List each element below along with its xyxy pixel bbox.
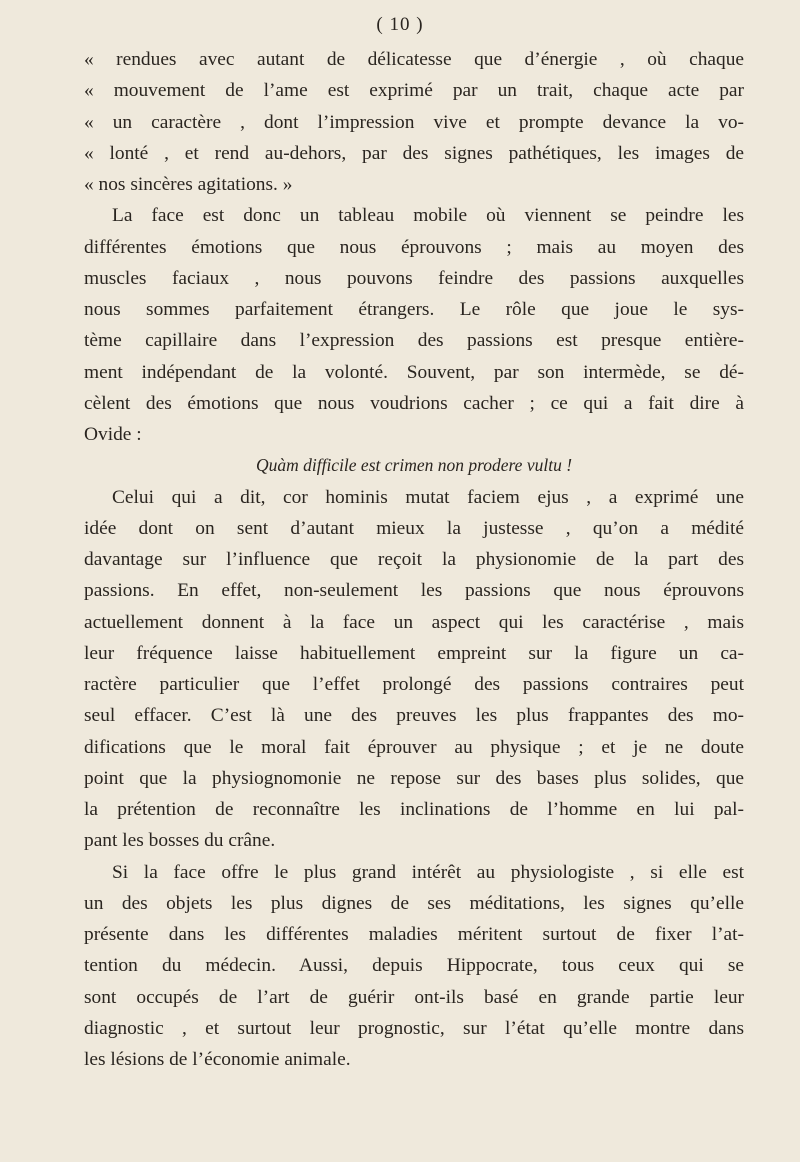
page-number: ( 10 ) [376, 14, 424, 35]
verse-quotation: Quàm difficile est crimen non prodere vultu ! [255, 455, 573, 476]
text-line: ractère particulier que l’effet prolongé des passions contraires peut [84, 674, 744, 695]
text-line: les lésions de l’économie animale. [84, 1049, 351, 1070]
text-line: Si la face offre le plus grand intérêt au physiologiste , si elle est [112, 861, 744, 883]
text-line: Celui qui a dit, cor hominis mutat faciem ejus , a exprimé une [112, 486, 744, 508]
text-line: tème capillaire dans l’expression des passions est presque entière- [84, 330, 744, 352]
text-line: « mouvement de l’ame est exprimé par un trait, chaque acte par [84, 80, 744, 102]
text-line: davantage sur l’influence que reçoit la physionomie de la part des [84, 549, 744, 570]
text-line: « lonté , et rend au-dehors, par des signes pathétiques, les images de [84, 142, 744, 164]
text-line: diagnostic , et surtout leur prognostic, sur l’état qu’elle montre dans [84, 1017, 744, 1039]
text-line: Ovide : [84, 424, 142, 445]
text-line: passions. En effet, non-seulement les passions que nous éprouvons [84, 580, 744, 602]
body-text [84, 44, 744, 1075]
text-line: muscles faciaux , nous pouvons feindre des passions auxquelles [84, 267, 744, 289]
text-line: tention du médecin. Aussi, depuis Hippocrate, tous ceux qui se [84, 955, 744, 977]
text-line: « nos sincères agitations. » [84, 174, 293, 195]
text-line: la prétention de reconnaître les inclinations de l’homme en lui pal- [84, 799, 744, 820]
text-line: La face est donc un tableau mobile où viennent se peindre les [112, 205, 744, 227]
text-line: actuellement donnent à la face un aspect qui les caractérise , mais [84, 611, 744, 633]
text-line: différentes émotions que nous éprouvons ; mais au moyen des [84, 236, 744, 258]
text-line: nous sommes parfaitement étrangers. Le rôle que joue le sys- [84, 299, 744, 320]
text-line: « rendues avec autant de délicatesse que d’énergie , où chaque [84, 49, 744, 70]
text-line: sont occupés de l’art de guérir ont-ils basé en grande partie leur [84, 986, 744, 1008]
text-line: idée dont on sent d’autant mieux la justesse , qu’on a médité [84, 517, 744, 539]
text-line: un des objets les plus dignes de ses méditations, les signes qu’elle [84, 892, 744, 914]
text-line: point que la physiognomonie ne repose sur des bases plus solides, que [84, 767, 744, 789]
text-line: leur fréquence laisse habituellement empreint sur la figure un ca- [84, 642, 744, 664]
text-line: cèlent des émotions que nous voudrions cacher ; ce qui a fait dire à [84, 392, 744, 414]
text-line: seul effacer. C’est là une des preuves les plus frappantes des mo- [84, 705, 744, 727]
text-line: difications que le moral fait éprouver au physique ; et je ne doute [84, 736, 744, 758]
text-line: « un caractère , dont l’impression vive et prompte devance la vo- [84, 111, 744, 133]
text-line: ment indépendant de la volonté. Souvent, par son intermède, se dé- [84, 361, 744, 383]
text-line: pant les bosses du crâne. [84, 830, 276, 852]
text-line: présente dans les différentes maladies méritent surtout de fixer l’at- [84, 924, 744, 945]
